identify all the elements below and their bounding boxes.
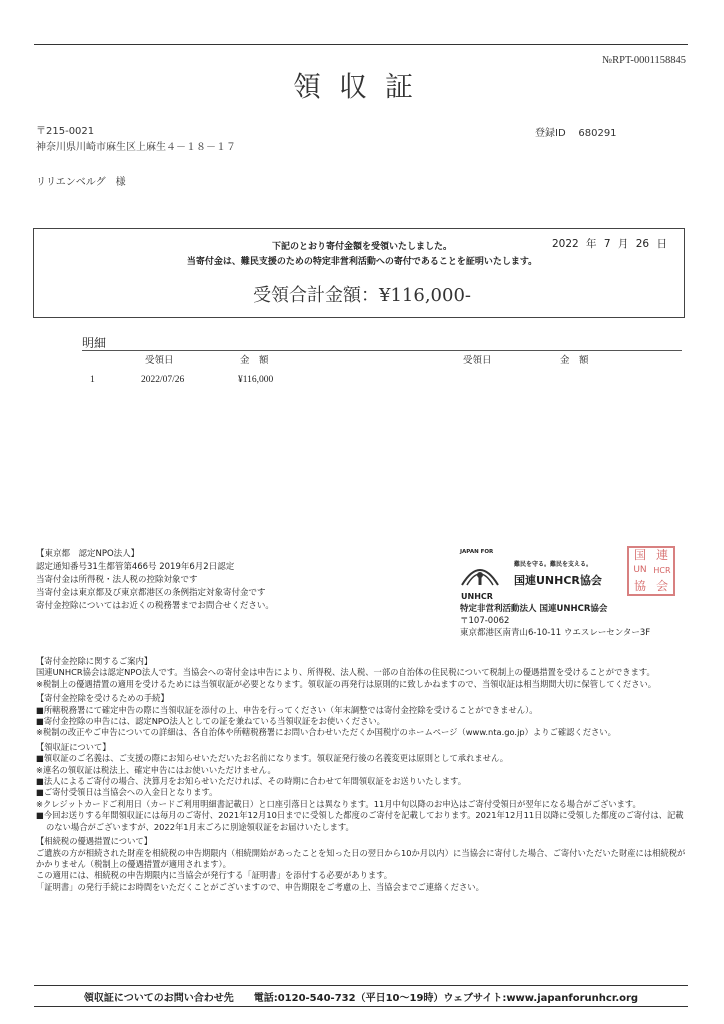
notes-heading: 【寄付金控除を受けるための手続】 bbox=[36, 693, 169, 704]
row-date: 2022/07/26 bbox=[141, 375, 185, 385]
org-street: 東京都港区南青山6-10-11 ウエスレーセンター3F bbox=[460, 628, 651, 638]
receipt-date: 2022 年 7 月 26 日 bbox=[552, 238, 667, 250]
seal-char: UN bbox=[633, 565, 647, 576]
notes-paragraph: ※税制の改正やご申告についての詳細は、各自治体や所轄税務署にお問い合わせいただくか国税庁のホームページ（www.nta.go.jp）よりご確認ください。 bbox=[36, 727, 616, 738]
notes-section bbox=[36, 656, 688, 893]
seal-char: 協 bbox=[633, 578, 646, 593]
seal-char: 会 bbox=[655, 578, 668, 593]
details-rule bbox=[82, 350, 682, 351]
recipient-address-block bbox=[36, 124, 236, 156]
notes-paragraph: ■領収証のご名義は、ご支援の際にお知らせいただいたお名前になります。領収証発行後の名義変更は原則として承れません。 bbox=[36, 753, 509, 764]
col-header-date: 受領日 bbox=[145, 355, 174, 366]
receipt-certification: 当寄付金は、難民支援のための特定非営利活動への寄付であることを証明いたします。 bbox=[186, 257, 538, 267]
japan-for-label: JAPAN FOR bbox=[460, 549, 494, 555]
org-slogan: 難民を守る。難民を支える。 bbox=[514, 561, 593, 568]
seal-char: HCR bbox=[653, 566, 671, 576]
notes-paragraph: この適用には、相続税の申告期限内に当協会が発行する「証明書」を添付する必要があります。 bbox=[36, 870, 393, 881]
seal-char: 国 bbox=[633, 548, 646, 563]
registration-id-label: 登録ID bbox=[535, 128, 566, 139]
npo-line: 【東京都 認定NPO法人】 bbox=[36, 549, 140, 559]
notes-paragraph: ※税制上の優遇措置の適用を受けるためには当領収証が必要となります。領収証の再発行は原則的に致しかねますので、当領収証は相当期間大切に保管してください。 bbox=[36, 678, 657, 689]
col-header-amount: 金 額 bbox=[240, 355, 269, 366]
page-title: 領収証 bbox=[292, 70, 431, 103]
row-number: 1 bbox=[90, 375, 95, 385]
org-legal-name: 特定非営利活動法人 国連UNHCR協会 bbox=[460, 604, 608, 614]
notes-paragraph: ■今回お送りする年間領収証には毎月のご寄付、2021年12月10日までに受領した都度のご寄付を記載しております。2021年12月11日以降に受領した都度のご寄付は、記載のない場合がございますが、2022年1月末ごろに別途領収証をお届けいたします。 bbox=[36, 810, 684, 832]
notes-paragraph: ■ご寄付受領日は当協会への入金日となります。 bbox=[36, 787, 218, 798]
recipient-name: リリエンベルグ 様 bbox=[36, 177, 126, 188]
col-header-date-2: 受領日 bbox=[463, 355, 492, 366]
col-header-amount-2: 金 額 bbox=[560, 355, 589, 366]
npo-line: 認定通知番号31生都管第466号 2019年6月2日認定 bbox=[36, 562, 235, 572]
npo-line: 寄付金控除についてはお近くの税務署までお問合せください。 bbox=[36, 601, 274, 611]
npo-line: 当寄付金は所得税・法人税の控除対象です bbox=[36, 575, 198, 585]
npo-info bbox=[36, 548, 274, 613]
unhcr-wordmark: UNHCR bbox=[461, 592, 493, 601]
registration-id-value: 680291 bbox=[578, 128, 617, 139]
receipt-statement: 下記のとおり寄付金額を受領いたしました。 bbox=[271, 242, 452, 252]
notes-paragraph: ※クレジットカードご利用日（カードご利用明細書記載日）と口座引落日とは異なります。11月中旬以降のお申込はご寄付受領日が翌年になる場合がございます。 bbox=[36, 798, 641, 809]
seal-char: 連 bbox=[655, 548, 668, 563]
address: 神奈川県川崎市麻生区上麻生４－１８－１７ bbox=[36, 142, 236, 153]
top-rule bbox=[34, 44, 688, 45]
org-postal: 〒107-0062 bbox=[460, 616, 510, 626]
row-amount: ¥116,000 bbox=[238, 375, 274, 385]
notes-paragraph: 「証明書」の発行手続にお時間をいただくことがございますので、申告期限をご考慮の上、当協会までご連絡ください。 bbox=[36, 881, 484, 892]
postal-code: 〒215-0021 bbox=[36, 126, 95, 137]
org-name-logo: 国連UNHCR協会 bbox=[514, 574, 602, 587]
contact-details: 電話:0120-540-732（平日10～19時）ウェブサイト:www.japanforunhcr.org bbox=[253, 992, 639, 1004]
contact-footer bbox=[34, 985, 688, 1007]
unhcr-logo-icon bbox=[458, 559, 502, 589]
org-address bbox=[460, 603, 650, 639]
document-number: №RPT-0001158845 bbox=[602, 55, 686, 66]
notes-paragraph: ■寄付金控除の申告には、認定NPO法人としての証を兼ねている当領収証をお使いください。 bbox=[36, 716, 385, 727]
notes-paragraph: ご遺族の方が相続された財産を相続税の申告期限内（相続開始があったことを知った日の翌日から10か月以内）に当協会に寄付した場合、ご寄付いただいた財産には相続税がかかりません（税制上の優遇措置が適用されます）。 bbox=[36, 847, 686, 869]
notes-heading: 【相続税の優遇措置について】 bbox=[36, 836, 152, 847]
notes-paragraph: ■所轄税務署にて確定申告の際に当領収証を添付の上、申告を行ってください（年末調整では寄付金控除を受けることができません）。 bbox=[36, 704, 538, 715]
registration-id bbox=[535, 124, 617, 139]
notes-paragraph: 国連UNHCR協会は認定NPO法人です。当協会への寄付金は申告により、所得税、法人税、一部の自治体の住民税について税制上の優遇措置を受けることができます。 bbox=[36, 667, 655, 678]
contact-label: 領収証についてのお問い合わせ先 bbox=[83, 992, 234, 1004]
total-amount: 受領合計金額：¥116,000- bbox=[253, 285, 471, 306]
notes-paragraph: ■法人によるご寄付の場合、決算月をお知らせいただければ、その時期に合わせて年間領収証をお送りいたします。 bbox=[36, 776, 467, 787]
notes-paragraph: ※連名の領収証は税法上、確定申告にはお使いいただけません。 bbox=[36, 764, 276, 775]
notes-heading: 【寄付金控除に関するご案内】 bbox=[36, 656, 153, 666]
official-seal bbox=[627, 546, 675, 596]
details-title: 明細 bbox=[82, 336, 107, 350]
notes-heading: 【領収証について】 bbox=[36, 741, 111, 752]
npo-line: 当寄付金は東京都及び東京都港区の条例指定対象寄付金です bbox=[36, 588, 266, 598]
